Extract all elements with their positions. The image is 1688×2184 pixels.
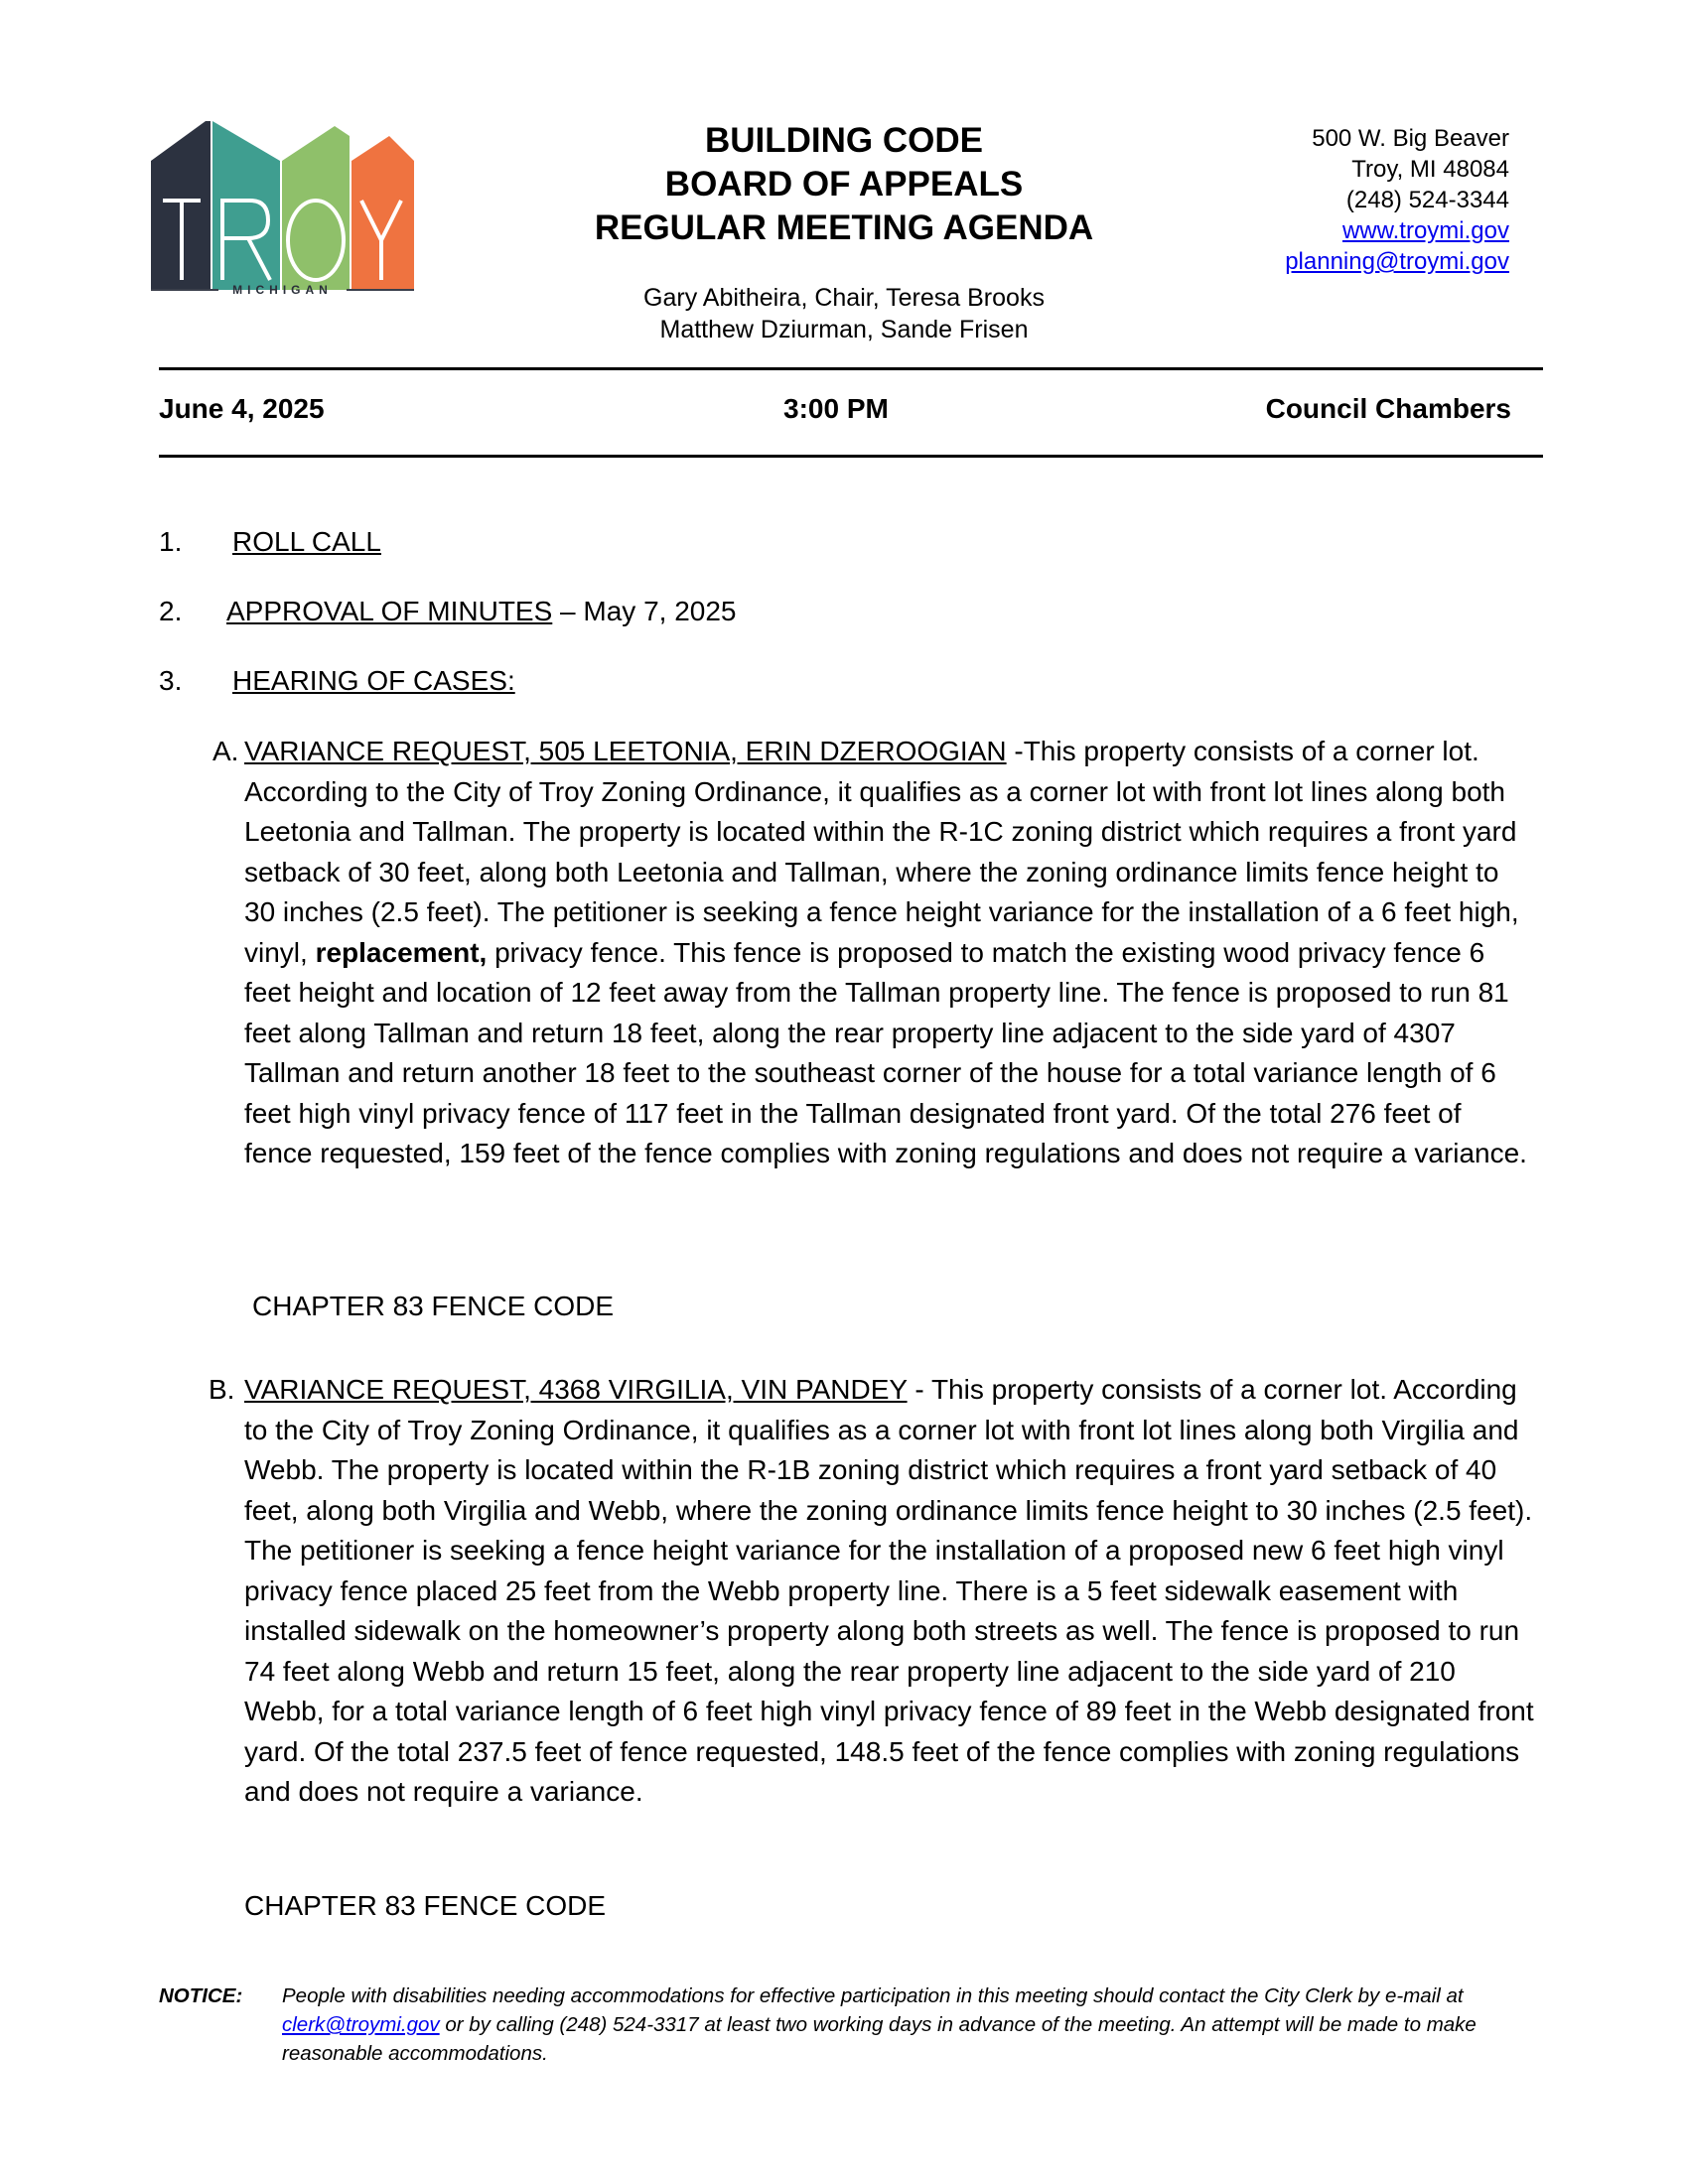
case-description-cont: privacy fence. This fence is proposed to match the existing wood privacy fence 6 feet height and location of 12 feet away from the Tallman property line. The fence is proposed to run 81 feet along Tallman and return 18 feet, along the rear property line adjacent to the side yard of 4307 Tallman and return another 18 feet to the southeast corner of the house for a total variance length of 6 feet high vinyl privacy fence of 117 feet in the Tallman designated front yard. Of the total 276 feet of fence requested, 159 feet of the fence complies with zoning regulations and does not require a variance.	[244, 936, 1527, 1168]
agenda-item-label: HEARING OF CASES:	[232, 665, 515, 696]
clerk-email-link[interactable]: clerk@troymi.gov	[282, 2013, 440, 2036]
troy-logo	[151, 111, 414, 300]
case-letter: B.	[209, 1374, 235, 1405]
logo-subtitle-rule-right	[347, 289, 414, 291]
minutes-date: – May 7, 2025	[552, 596, 737, 626]
meeting-time: 3:00 PM	[783, 393, 889, 424]
notice-text-before: People with disabilities needing accommodations for effective participation in this meeting should contact the City Clerk by e-mail at	[282, 1984, 1464, 2007]
case-b	[209, 1370, 1535, 1813]
board-members-line-2: Matthew Dziurman, Sande Frisen	[659, 316, 1029, 343]
agenda-item-approval-of-minutes	[159, 596, 737, 627]
agenda-item-label: ROLL CALL	[232, 526, 381, 557]
agenda-title-block	[556, 119, 1132, 345]
case-description: - This property consists of a corner lot. According to the City of Troy Zoning Ordinance, it qualifies as a corner lot with front lot lines along both Virgilia and Webb. The property is located within the R-1B zoning district which requires a front yard setback of 40 feet, along both Virgilia and Webb, where the zoning ordinance limits fence height to 30 inches (2.5 feet). The petitioner is seeking a fence height variance for the installation of a proposed new 6 feet high vinyl privacy fence placed 25 feet from the Webb property line. There is a 5 feet sidewalk easement with installed sidewalk on the homeowner’s property along both streets as well. The fence is proposed to run 74 feet along Webb and return 15 feet, along the rear property line adjacent to the side yard of 210 Webb, for a total variance length of 6 feet high vinyl privacy fence of 89 feet in the Webb designated front yard. Of the total 237.5 feet of fence requested, 148.5 feet of the fence complies with zoning regulations and does not require a variance.	[244, 1374, 1534, 1807]
header-rule-top	[159, 367, 1543, 370]
notice-text-after: or by calling (248) 524-3317 at least two working days in advance of the meeting. An attempt will be made to make reasonable accommodations.	[282, 2013, 1477, 2065]
logo-subtitle-text: MICHIGAN	[232, 283, 333, 297]
address-phone: (248) 524-3344	[1345, 187, 1509, 213]
logo-subtitle-rule-left	[151, 289, 218, 291]
logo-subtitle	[151, 278, 414, 302]
notice-text	[282, 1981, 1543, 2068]
board-members-line-1: Gary Abitheira, Chair, Teresa Brooks	[643, 284, 1045, 312]
case-b-chapter: CHAPTER 83 FENCE CODE	[244, 1890, 607, 1921]
case-letter: A.	[212, 736, 239, 766]
address-street: 500 W. Big Beaver	[1312, 125, 1509, 152]
case-a	[212, 732, 1535, 1174]
agenda-item-hearing-of-cases	[159, 665, 515, 697]
contact-address	[1211, 123, 1509, 277]
board-members	[556, 282, 1132, 345]
case-description: -This property consists of a corner lot. According to the City of Troy Zoning Ordinance, it qualifies as a corner lot with front lot lines along both Leetonia and Tallman. The property is located within the R-1C zoning district which requires a front yard setback of 30 feet, along both Leetonia and Tallman, where the zoning ordinance limits fence height to 30 inches (2.5 feet). The petitioner is seeking a fence height variance for the installation of a 6 feet high, vinyl,	[244, 736, 1519, 968]
website-link[interactable]: www.troymi.gov	[1341, 217, 1509, 244]
title-line-1: BUILDING CODE	[705, 121, 983, 160]
case-a-chapter: CHAPTER 83 FENCE CODE	[252, 1291, 615, 1321]
title-line-2: BOARD OF APPEALS	[664, 165, 1024, 204]
title-line-3: REGULAR MEETING AGENDA	[594, 208, 1094, 247]
agenda-item-number: 3.	[159, 665, 183, 696]
address-city: Troy, MI 48084	[1351, 156, 1509, 183]
meeting-date: June 4, 2025	[159, 393, 325, 424]
agenda-item-number: 2.	[159, 596, 183, 626]
planning-email-link[interactable]: planning@troymi.gov	[1285, 248, 1509, 275]
meeting-location: Council Chambers	[1265, 393, 1511, 424]
agenda-item-number: 1.	[159, 526, 183, 557]
case-emphasis: replacement,	[315, 936, 488, 968]
header-rule-bottom	[159, 455, 1543, 458]
agenda-item-label: APPROVAL OF MINUTES	[226, 596, 553, 626]
case-heading: VARIANCE REQUEST, 505 LEETONIA, ERIN DZEROOGIAN	[244, 736, 1007, 766]
case-heading: VARIANCE REQUEST, 4368 VIRGILIA, VIN PANDEY	[244, 1374, 908, 1405]
agenda-item-roll-call	[159, 526, 381, 558]
notice-label: NOTICE:	[159, 1984, 243, 2007]
accessibility-notice	[159, 1981, 1549, 2068]
